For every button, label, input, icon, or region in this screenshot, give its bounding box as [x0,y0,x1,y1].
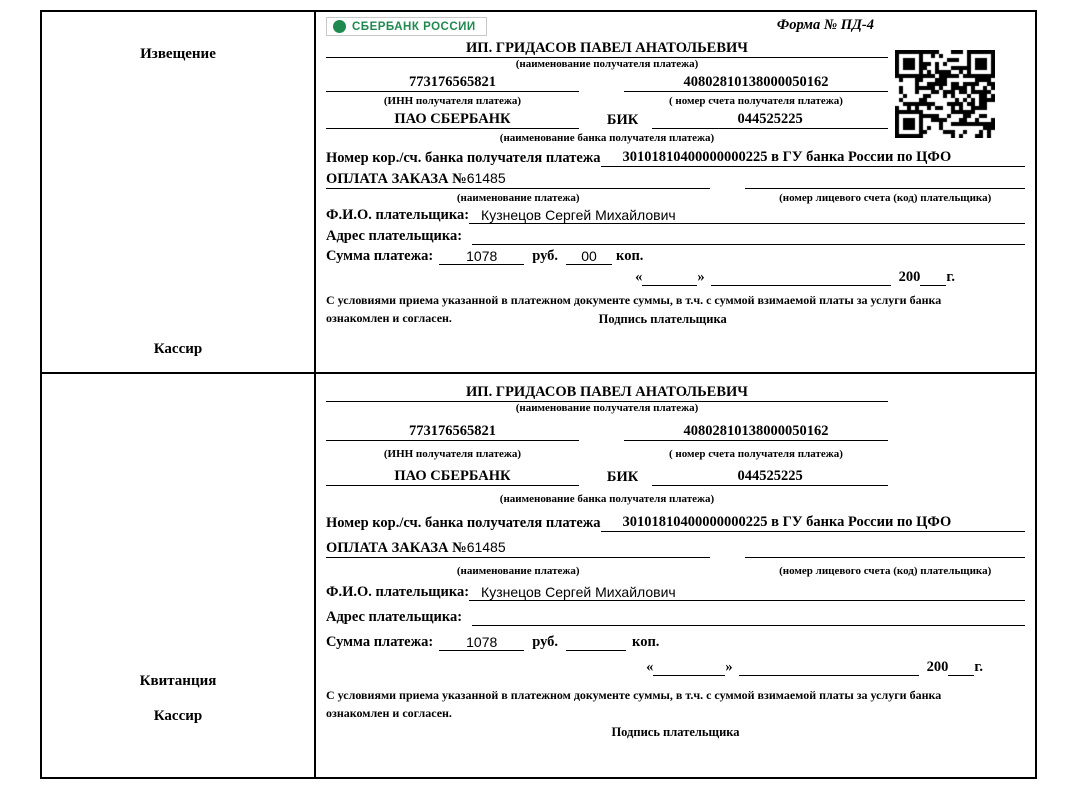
spacer [579,95,624,108]
date-quote-close-2: » [725,658,733,675]
sberbank-logo [326,17,487,36]
inn-caption-2: (ИНН получателя платежа) [383,448,522,461]
bank-row [326,111,888,129]
date-day-line [642,268,697,286]
bank-caption: (наименование банка получателя платежа) [499,131,715,144]
address-row-2 [326,608,1025,626]
payer-label-2: Ф.И.О. плательщика: [326,583,470,600]
purpose-captions-2 [326,565,1025,578]
corr-account-row [326,149,1025,167]
receipt-body [316,374,1035,777]
corr-account-row-2 [326,514,1025,532]
notice-upper-block [326,17,888,145]
payer-row-2 [326,584,1025,601]
personal-account-line-2 [745,540,1025,558]
date-year-line-2 [948,658,974,676]
spacer [710,565,745,578]
purpose-segment [326,170,710,189]
date-year-line [920,268,946,286]
date-century: 200 [898,268,921,285]
account-value: 40802810138000050162 [624,74,888,92]
receipt-section [42,374,1035,777]
spacer [710,192,745,205]
date-row [326,268,955,286]
inn-account-captions [326,95,888,108]
sberbank-logo-icon [333,20,346,33]
payer-value: Кузнецов Сергей Михайлович [469,207,1025,224]
inn-account-captions-2 [326,448,888,461]
amount-rub-2: 1078 [439,634,524,651]
rub-label-2: руб. [532,633,559,650]
address-value [472,227,1025,245]
date-month-line-2 [739,658,919,676]
amount-kop-2 [566,633,626,651]
address-label-2: Адрес плательщика: [326,608,463,625]
notice-label: Извещение [140,46,216,62]
address-value-2 [472,608,1025,626]
purpose-captions [326,192,1025,205]
signature-label-2: Подпись плательщика [611,725,740,740]
purpose-value: 61485 [466,169,506,186]
inn-account-row [326,74,888,92]
bank-name-2: ПАО СБЕРБАНК [326,468,579,486]
payment-form-pd4 [40,10,1037,779]
date-quote-close: » [697,268,705,285]
bik-label: БИК [606,111,639,128]
personal-account-caption-2: (номер лицевого счета (код) плательщика) [779,564,992,577]
recipient-name: ИП. ГРИДАСОВ ПАВЕЛ АНАТОЛЬЕВИЧ [326,39,888,58]
purpose-value-2: 61485 [466,538,506,555]
bank-row-2 [326,468,888,486]
purpose-row-2 [326,539,1025,558]
cashier-label-2: Кассир [153,708,203,724]
terms-block-2 [326,686,1025,740]
bik-value-2: 044525225 [652,468,888,486]
amount-kop: 00 [566,248,612,265]
payer-row [326,207,1025,224]
form-number: Форма № ПД-4 [776,17,874,33]
address-row [326,227,1025,245]
notice-stub [42,12,316,372]
qr-code [895,50,995,138]
date-year-suffix: г. [946,268,955,285]
amount-row-2 [326,633,1025,651]
rub-label: руб. [532,247,559,264]
spacer [579,448,624,461]
corr-account-label: Номер кор./сч. банка получателя платежа [326,149,601,166]
personal-account-line [745,171,1025,189]
bank-caption-2: (наименование банка получателя платежа) [499,492,715,505]
bik-value: 044525225 [652,111,888,129]
amount-row [326,248,1025,265]
inn-value: 773176565821 [326,74,579,92]
date-quote-open: « [635,268,643,285]
receipt-label: Квитанция [139,673,217,689]
cashier-label: Кассир [153,341,203,357]
purpose-row [326,170,1025,189]
corr-account-label-2: Номер кор./сч. банка получателя платежа [326,514,601,531]
terms-text-2: С условиями приема указанной в платежном документе суммы, в т.ч. с суммой взимаемой платы за услуги банка ознакомлен и согласен. [326,687,942,721]
date-century-2: 200 [926,658,949,675]
kop-label: коп. [616,247,644,264]
inn-caption: (ИНН получателя платежа) [383,95,522,108]
signature-label: Подпись плательщика [598,312,727,327]
personal-account-caption: (номер лицевого счета (код) плательщика) [779,191,992,204]
terms-text: С условиями приема указанной в платежном документе суммы, в т.ч. с суммой взимаемой платы за услуги банка ознакомлен и согласен. [326,292,942,326]
corr-account-value-2: 30101810400000000225 в ГУ банка России по ЦФО [601,514,1025,532]
corr-account-value: 30101810400000000225 в ГУ банка России по ЦФО [601,149,1025,167]
purpose-label: ОПЛАТА ЗАКАЗА № [326,170,467,187]
account-caption: ( номер счета получателя платежа) [668,95,843,108]
address-label: Адрес плательщика: [326,227,463,244]
purpose-caption: (наименование платежа) [456,191,580,204]
notice-body [316,12,1035,372]
amount-label: Сумма платежа: [326,247,434,264]
recipient-name-2: ИП. ГРИДАСОВ ПАВЕЛ АНАТОЛЬЕВИЧ [326,383,888,402]
receipt-upper-block [326,383,888,506]
bik-label-2: БИК [606,468,639,485]
date-day-line-2 [653,658,725,676]
payer-label: Ф.И.О. плательщика: [326,206,470,223]
date-year-suffix-2: г. [974,658,983,675]
date-quote-open-2: « [646,658,654,675]
header-row [326,17,888,36]
receipt-stub [42,374,316,777]
kop-label-2: коп. [632,633,660,650]
amount-rub: 1078 [439,248,524,265]
date-row-2 [326,658,983,676]
purpose-segment-2 [326,539,710,558]
amount-label-2: Сумма платежа: [326,633,434,650]
recipient-caption-2: (наименование получателя платежа) [515,402,699,415]
date-month-line [711,268,891,286]
inn-value-2: 773176565821 [326,423,579,441]
inn-account-row-2 [326,423,888,441]
notice-section [42,12,1035,374]
sberbank-logo-text: СБЕРБАНК РОССИИ [352,20,476,33]
recipient-caption: (наименование получателя платежа) [515,58,699,71]
purpose-caption-2: (наименование платежа) [456,564,580,577]
account-caption-2: ( номер счета получателя платежа) [668,448,843,461]
purpose-label-2: ОПЛАТА ЗАКАЗА № [326,539,467,556]
account-value-2: 40802810138000050162 [624,423,888,441]
bank-name: ПАО СБЕРБАНК [326,111,579,129]
terms-block [326,291,1025,328]
payer-value-2: Кузнецов Сергей Михайлович [469,584,1025,601]
